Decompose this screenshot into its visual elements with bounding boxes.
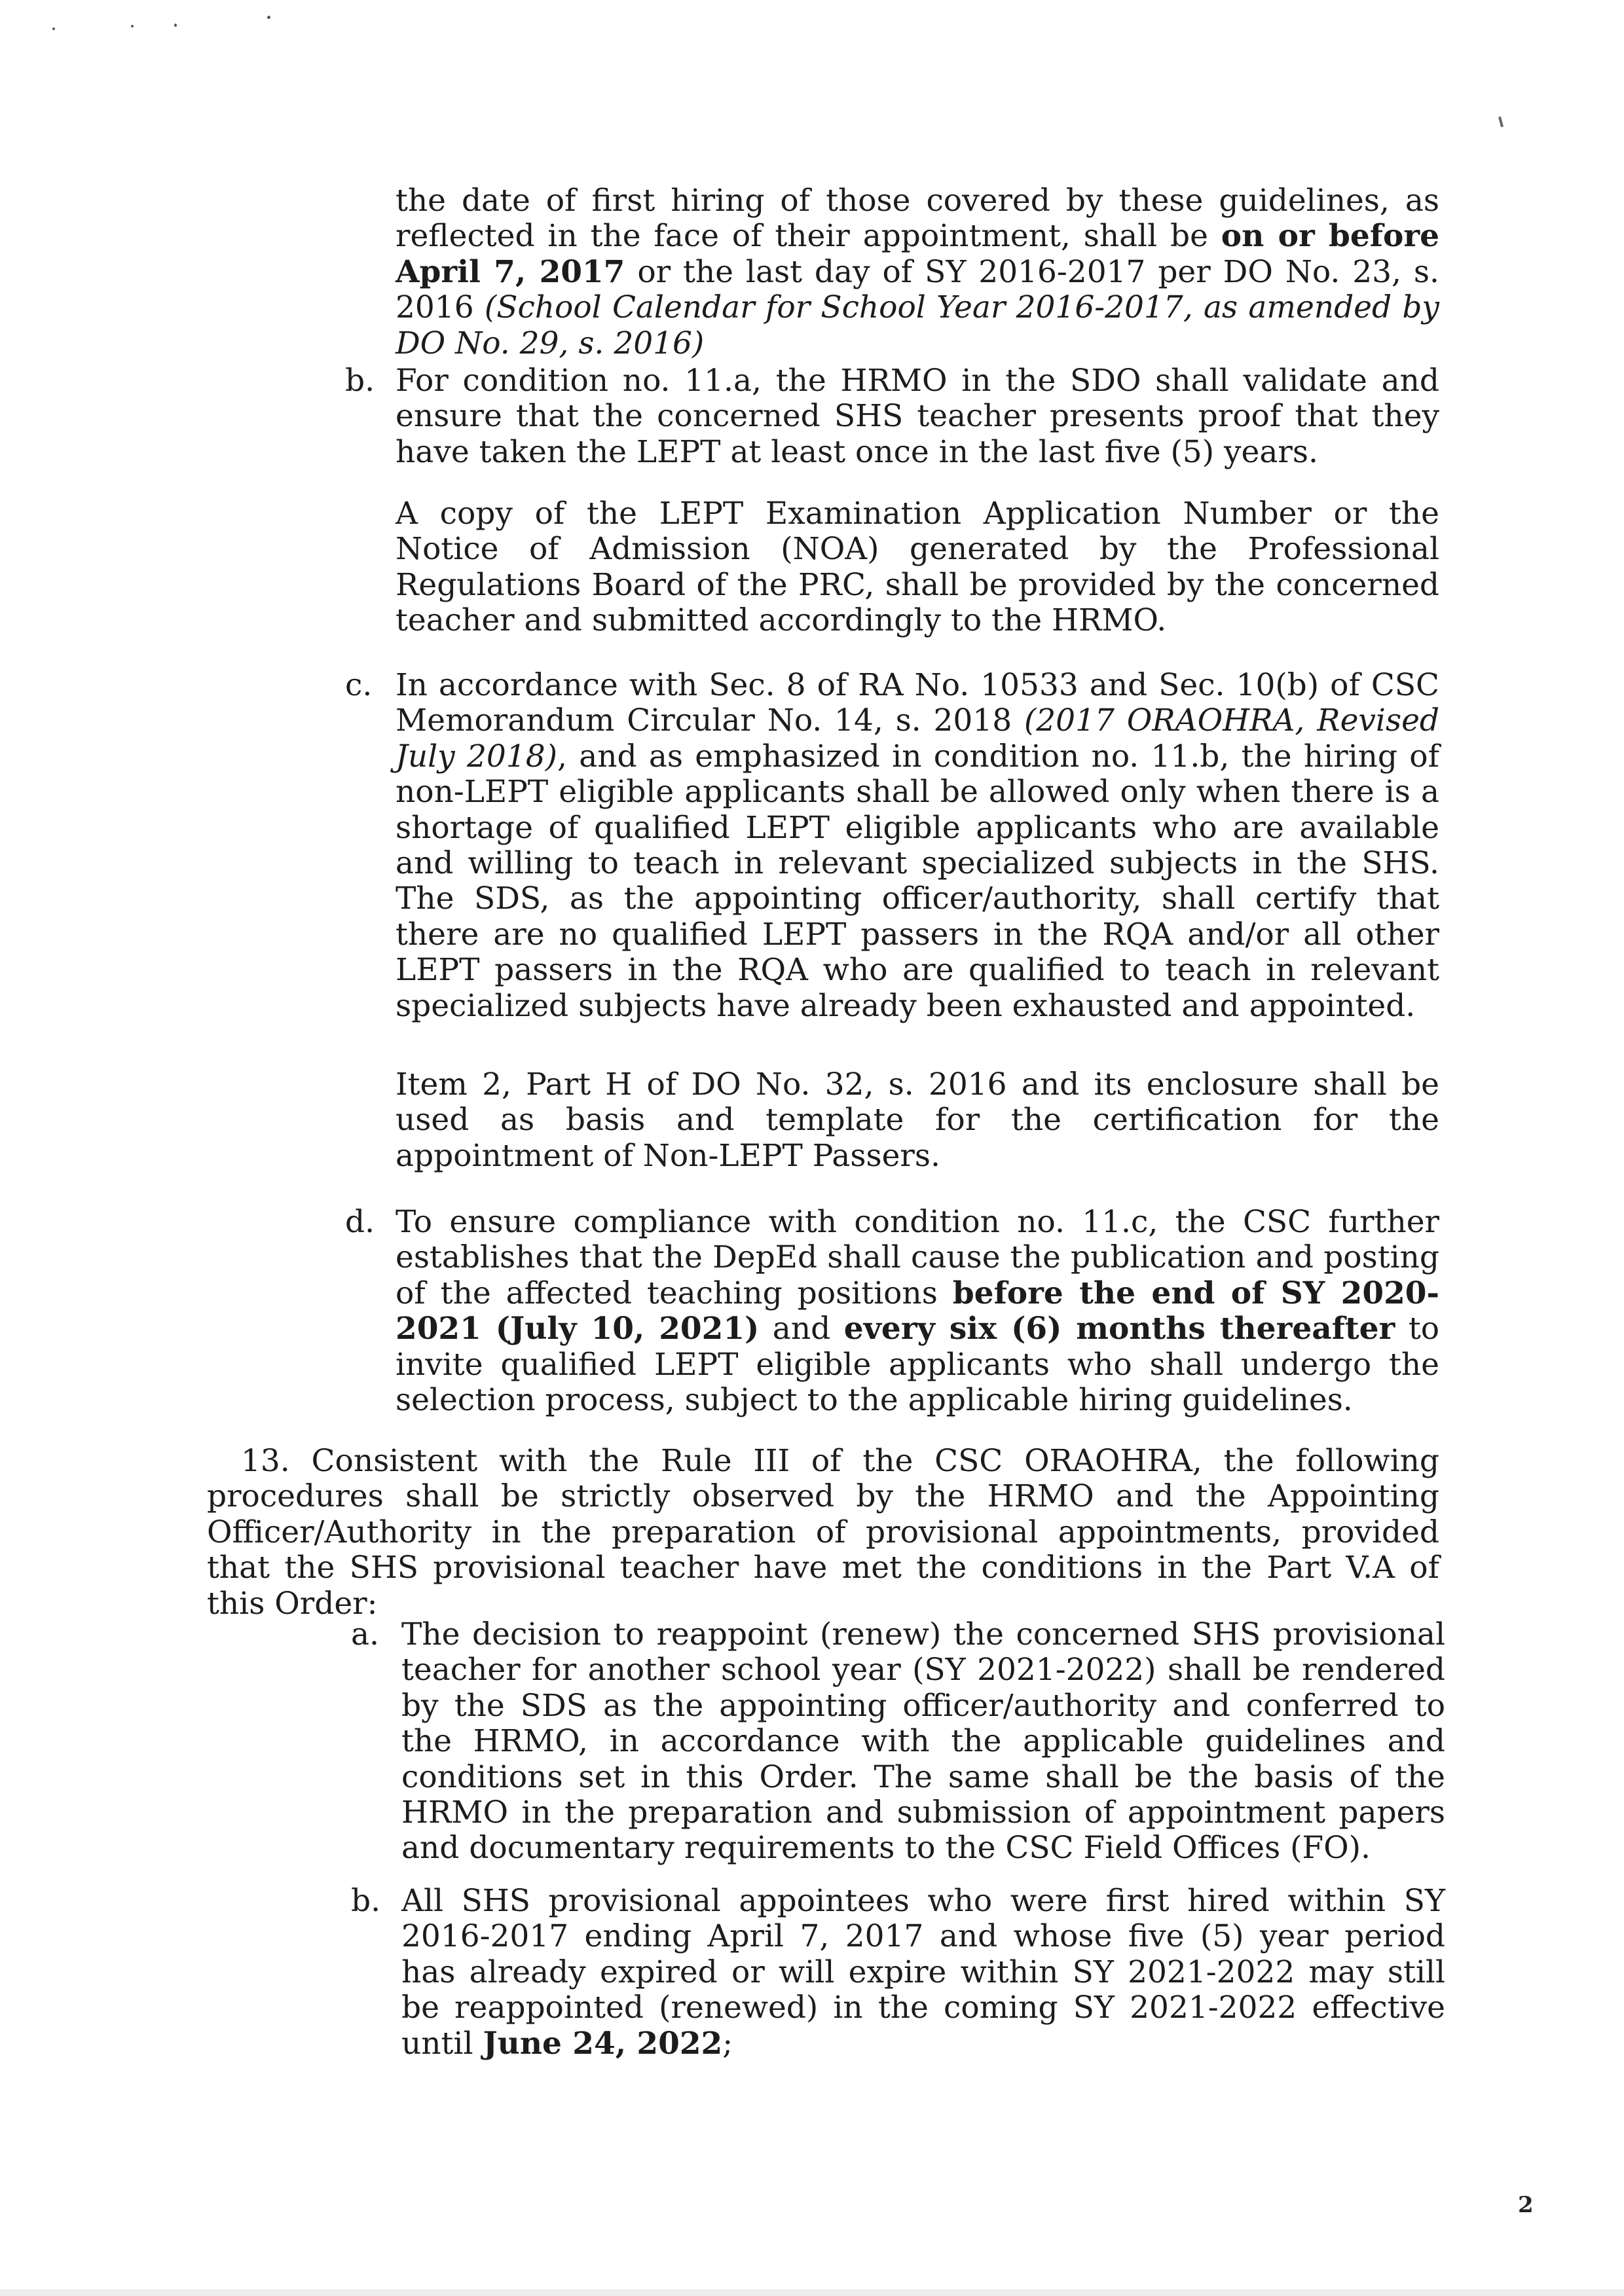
italic-reference: (School Calendar for School Year 2016-2017, as amended by DO No. 29, s. 2016) [396,289,1439,361]
item-13a-label: a. [351,1616,379,1652]
item-d-paragraph: To ensure compliance with condition no. 11.c, the CSC further establishes that the DepEd shall cause the publication and posting of the affected teaching positions before the end of SY 2020-2021 (July 10, 2021) and every six (6) months thereafter to invite qualified LEPT eligible applicants who shall undergo the selection process, subject to the applicable hiring guidelines. [396,1204,1440,1419]
item-13b-paragraph: All SHS provisional appointees who were first hired within SY 2016-2017 ending April 7, 2017 and whose five (5) year period has already expired or will expire within SY 2021-2022 may still be reappointed (renewed) in the coming SY 2021-2022 effective until June 24, 2022; [401,1883,1445,2062]
scan-specks [46,14,282,41]
continuation-paragraph: the date of first hiring of those covered by these guidelines, as reflected in the face of their appointment, shall be on or before April 7, 2017 or the last day of SY 2016-2017 per DO No. 23, s. 2016 (School Calendar for School Year 2016-2017, as amended by DO No. 29, s. 2016) [396,183,1439,361]
scan-edge [0,2289,1624,2296]
item-b-label: b. [345,363,375,399]
item-c-paragraph-2: Item 2, Part H of DO No. 32, s. 2016 and its enclosure shall be used as basis and template for the certification for the appointment of Non-LEPT Passers. [396,1066,1439,1174]
item-d-label: d. [345,1204,375,1240]
bold-date: June 24, 2022 [483,2025,723,2062]
item-b-paragraph-2: A copy of the LEPT Examination Application Number or the Notice of Admission (NOA) generated by the Professional Regulations Board of the PRC, shall be provided by the concerned teacher and submitted accordingly to the HRMO. [396,496,1439,639]
page-mark: 2 [1518,2192,1534,2218]
item-b-paragraph: For condition no. 11.a, the HRMO in the SDO shall validate and ensure that the concerned SHS teacher presents proof that they have taken the LEPT at least once in the last five (5) years. [396,363,1439,470]
bold-deadline: before the end of SY 2020-2021 (July 10, 2021) [396,1275,1439,1347]
bold-interval: every six (6) months thereafter [843,1311,1395,1347]
item-c-paragraph: In accordance with Sec. 8 of RA No. 10533 and Sec. 10(b) of CSC Memorandum Circular No. 14, s. 2018 (2017 ORAOHRA, Revised July 2018), and as emphasized in condition no. 11.b, the hiring of non-LEPT eligible applicants shall be allowed only when there is a shortage of qualified LEPT eligible applicants who are available and willing to teach in relevant specialized subjects in the SHS. The SDS, as the appointing officer/authority, shall certify that there are no qualified LEPT passers in the RQA and/or all other LEPT passers in the RQA who are qualified to teach in relevant specialized subjects have already been exhausted and appointed. [396,667,1440,1024]
section-13-paragraph: 13. Consistent with the Rule III of the CSC ORAOHRA, the following procedures shall be strictly observed by the HRMO and the Appointing Officer/Authority in the preparation of provisional appointments, provided that the SHS provisional teacher have met the conditions in the Part V.A of this Order: [207,1443,1439,1622]
item-13a-paragraph: The decision to reappoint (renew) the concerned SHS provisional teacher for another school year (SY 2021-2022) shall be rendered by the SDS as the appointing officer/authority and conferred to the HRMO, in accordance with the applicable guidelines and conditions set in this Order. The same shall be the basis of the HRMO in the preparation and submission of appointment papers and documentary requirements to the CSC Field Offices (FO). [401,1616,1445,1867]
italic-reference: (2017 ORAOHRA, Revised July 2018) [396,702,1439,774]
scan-mark [1498,117,1504,127]
bold-date: on or before April 7, 2017 [396,218,1439,290]
item-13b-label: b. [351,1883,381,1919]
item-c-label: c. [345,667,373,703]
